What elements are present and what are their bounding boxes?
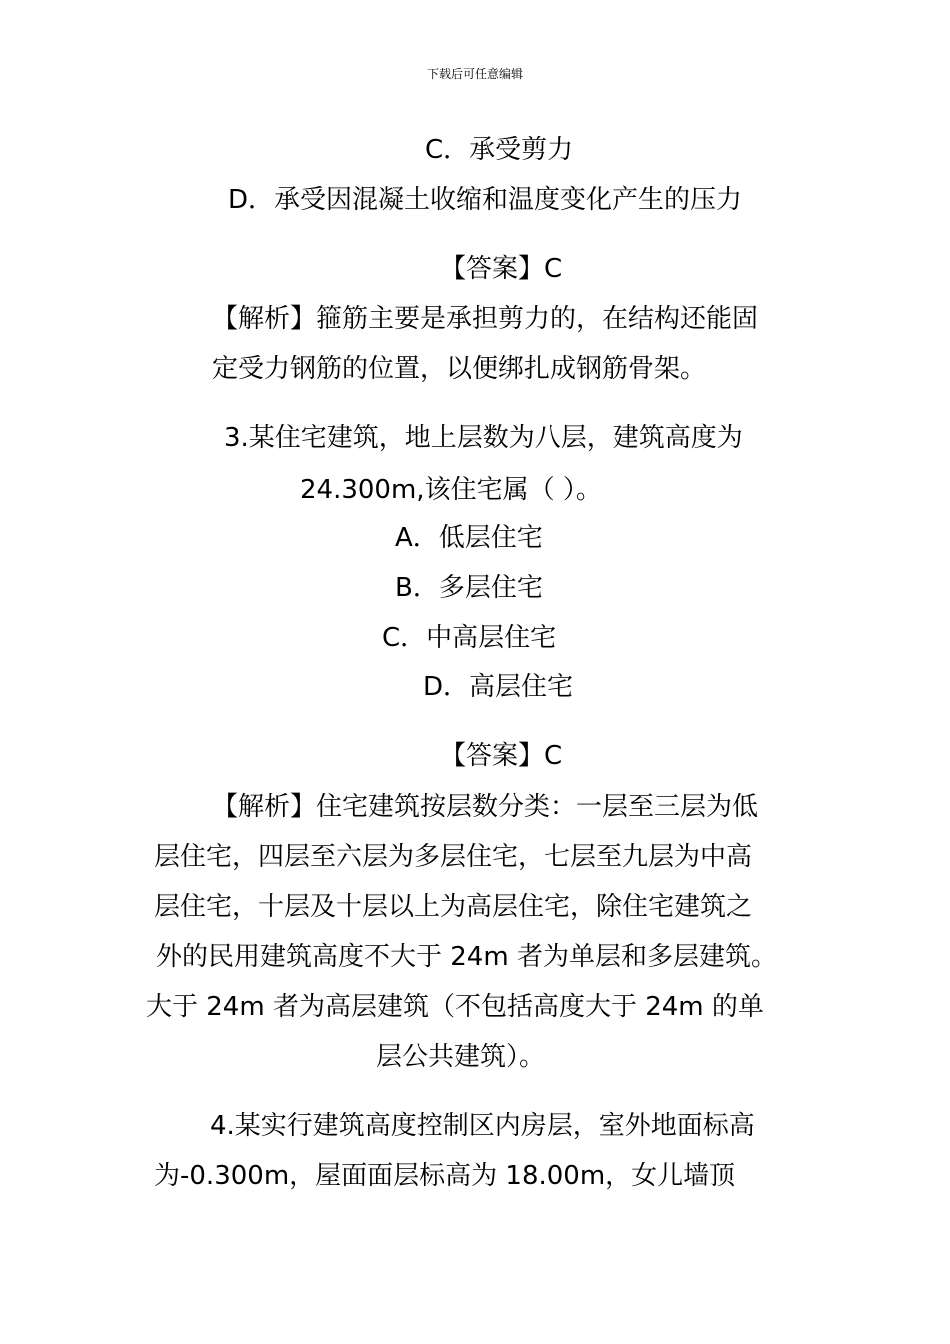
q3-answer: 【答案】C	[440, 741, 563, 771]
q3-option-d: D．高层住宅	[423, 672, 574, 702]
q3-option-b: B．多层住宅	[395, 573, 543, 603]
q2-analysis-line-1: 【解析】箍筋主要是承担剪力的，在结构还能固	[212, 304, 759, 334]
q3-analysis-line-5: 大于 24m 者为高层建筑（不包括高度大于 24m 的单	[146, 992, 764, 1022]
q4-stem-line-1: 4.某实行建筑高度控制区内房层，室外地面标高	[210, 1111, 755, 1141]
q3-stem-line-2: 24.300m,该住宅属（ ）。	[300, 475, 602, 505]
page-header: 下载后可任意编辑	[426, 67, 523, 81]
q3-option-c: C．中高层住宅	[382, 623, 557, 653]
q3-stem-line-1: 3.某住宅建筑，地上层数为八层，建筑高度为	[224, 423, 743, 453]
q3-option-a: A．低层住宅	[395, 523, 543, 553]
q2-analysis-line-2: 定受力钢筋的位置，以便绑扎成钢筋骨架。	[212, 354, 707, 384]
q3-analysis-line-6: 层公共建筑）。	[376, 1042, 546, 1072]
q3-analysis-line-1: 【解析】住宅建筑按层数分类：一层至三层为低	[212, 792, 759, 822]
q4-stem-line-2: 为-0.300m，屋面面层标高为 18.00m，女儿墙顶	[154, 1161, 736, 1191]
q2-answer: 【答案】C	[440, 254, 563, 284]
q2-option-c: C．承受剪力	[425, 135, 574, 165]
q3-analysis-line-3: 层住宅，十层及十层以上为高层住宅，除住宅建筑之	[154, 892, 753, 922]
q3-analysis-line-2: 层住宅，四层至六层为多层住宅，七层至九层为中高	[154, 842, 753, 872]
q3-analysis-line-4: 外的民用建筑高度不大于 24m 者为单层和多层建筑。	[156, 942, 777, 972]
q2-option-d: D．承受因混凝土收缩和温度变化产生的压力	[228, 185, 743, 215]
